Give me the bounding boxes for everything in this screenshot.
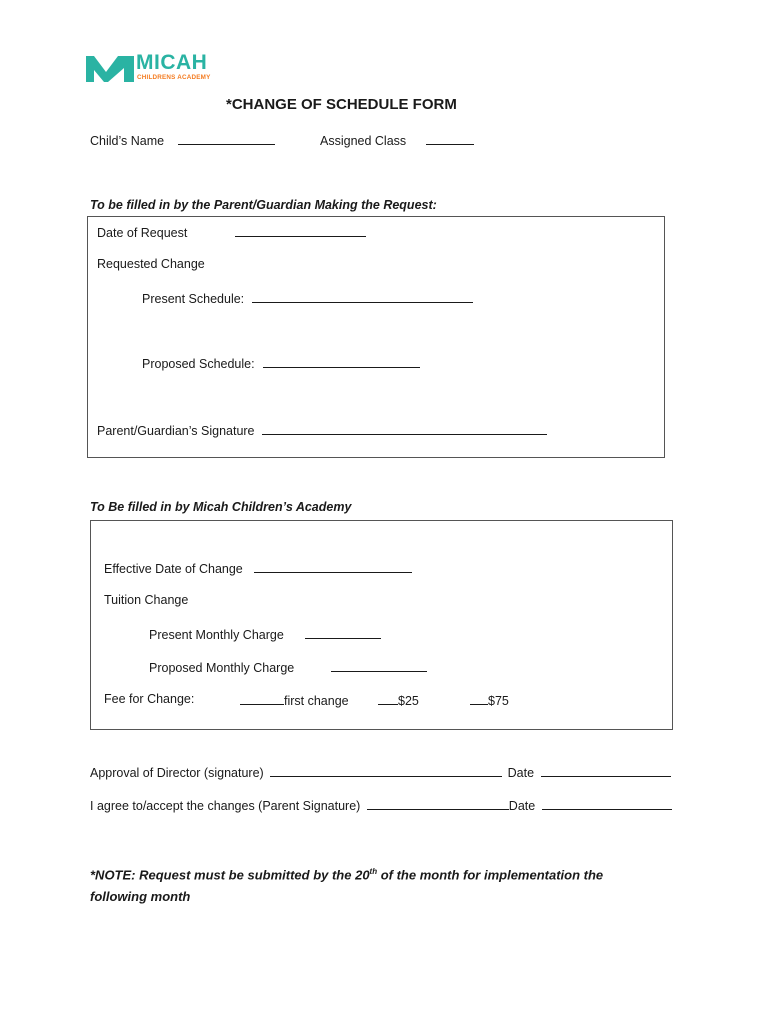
parent-section-heading: To be filled in by the Parent/Guardian Making the Request:	[90, 198, 437, 212]
fee-first-change-option[interactable]	[240, 692, 349, 708]
logo-mark-icon	[86, 56, 134, 84]
director-signature-field[interactable]	[270, 764, 502, 777]
proposed-schedule-row	[142, 355, 420, 371]
fee-25-label: $25	[398, 694, 419, 708]
effective-date-field[interactable]	[254, 560, 412, 573]
parent-signature-row	[97, 422, 547, 438]
fee-first-change-blank[interactable]	[240, 692, 284, 705]
submission-note	[90, 861, 650, 908]
present-charge-label: Present Monthly Charge	[149, 628, 284, 642]
note-text-part2: of the month for implementation the following month	[90, 867, 604, 905]
fee-75-blank[interactable]	[470, 692, 488, 705]
fee-25-option[interactable]	[378, 692, 419, 708]
child-name-label: Child’s Name	[90, 134, 165, 148]
note-text-part1: *NOTE: Request must be submitted by the 20	[90, 867, 370, 883]
proposed-schedule-field[interactable]	[263, 355, 420, 368]
requested-change-label: Requested Change	[97, 257, 205, 271]
assigned-class-field[interactable]	[426, 132, 474, 145]
assigned-class-label: Assigned Class	[320, 134, 407, 148]
date-of-request-field[interactable]	[235, 224, 366, 237]
academy-logo	[86, 51, 226, 84]
proposed-charge-row	[149, 659, 427, 675]
present-schedule-field[interactable]	[252, 290, 473, 303]
child-name-row	[90, 132, 275, 148]
academy-section-heading: To Be filled in by Micah Children’s Academy	[90, 500, 352, 514]
date-of-request-row	[97, 224, 366, 240]
parent-agree-row	[90, 797, 672, 813]
assigned-class-row	[320, 132, 474, 148]
proposed-charge-field[interactable]	[331, 659, 427, 672]
child-name-field[interactable]	[178, 132, 275, 145]
proposed-charge-label: Proposed Monthly Charge	[149, 661, 295, 675]
effective-date-label: Effective Date of Change	[104, 562, 243, 576]
present-charge-row	[149, 626, 381, 642]
parent-agree-date-label: Date	[508, 799, 536, 813]
effective-date-row	[104, 560, 412, 576]
form-title: *CHANGE OF SCHEDULE FORM	[226, 96, 457, 113]
fee-75-option[interactable]	[470, 692, 509, 708]
director-approval-label: Approval of Director (signature)	[90, 766, 264, 780]
logo-wordmark: MICAH	[136, 51, 208, 74]
parent-agree-signature-field[interactable]	[367, 797, 509, 810]
director-date-label: Date	[507, 766, 535, 780]
parent-agree-label: I agree to/accept the changes (Parent Signature)	[90, 799, 361, 813]
director-date-field[interactable]	[541, 764, 671, 777]
present-charge-field[interactable]	[305, 626, 381, 639]
parent-signature-field[interactable]	[262, 422, 547, 435]
tuition-change-label: Tuition Change	[104, 593, 189, 607]
director-approval-row	[90, 764, 671, 780]
parent-agree-date-field[interactable]	[542, 797, 672, 810]
note-superscript: th	[369, 867, 378, 876]
present-schedule-label: Present Schedule:	[142, 292, 245, 306]
fee-25-blank[interactable]	[378, 692, 398, 705]
fee-first-change-label: first change	[284, 694, 349, 708]
date-of-request-label: Date of Request	[97, 226, 188, 240]
present-schedule-row	[142, 290, 473, 306]
logo-tagline: CHILDRENS ACADEMY	[137, 74, 211, 81]
parent-signature-label: Parent/Guardian’s Signature	[97, 424, 255, 438]
fee-label: Fee for Change:	[104, 692, 195, 706]
proposed-schedule-label: Proposed Schedule:	[142, 357, 255, 371]
fee-75-label: $75	[488, 694, 509, 708]
